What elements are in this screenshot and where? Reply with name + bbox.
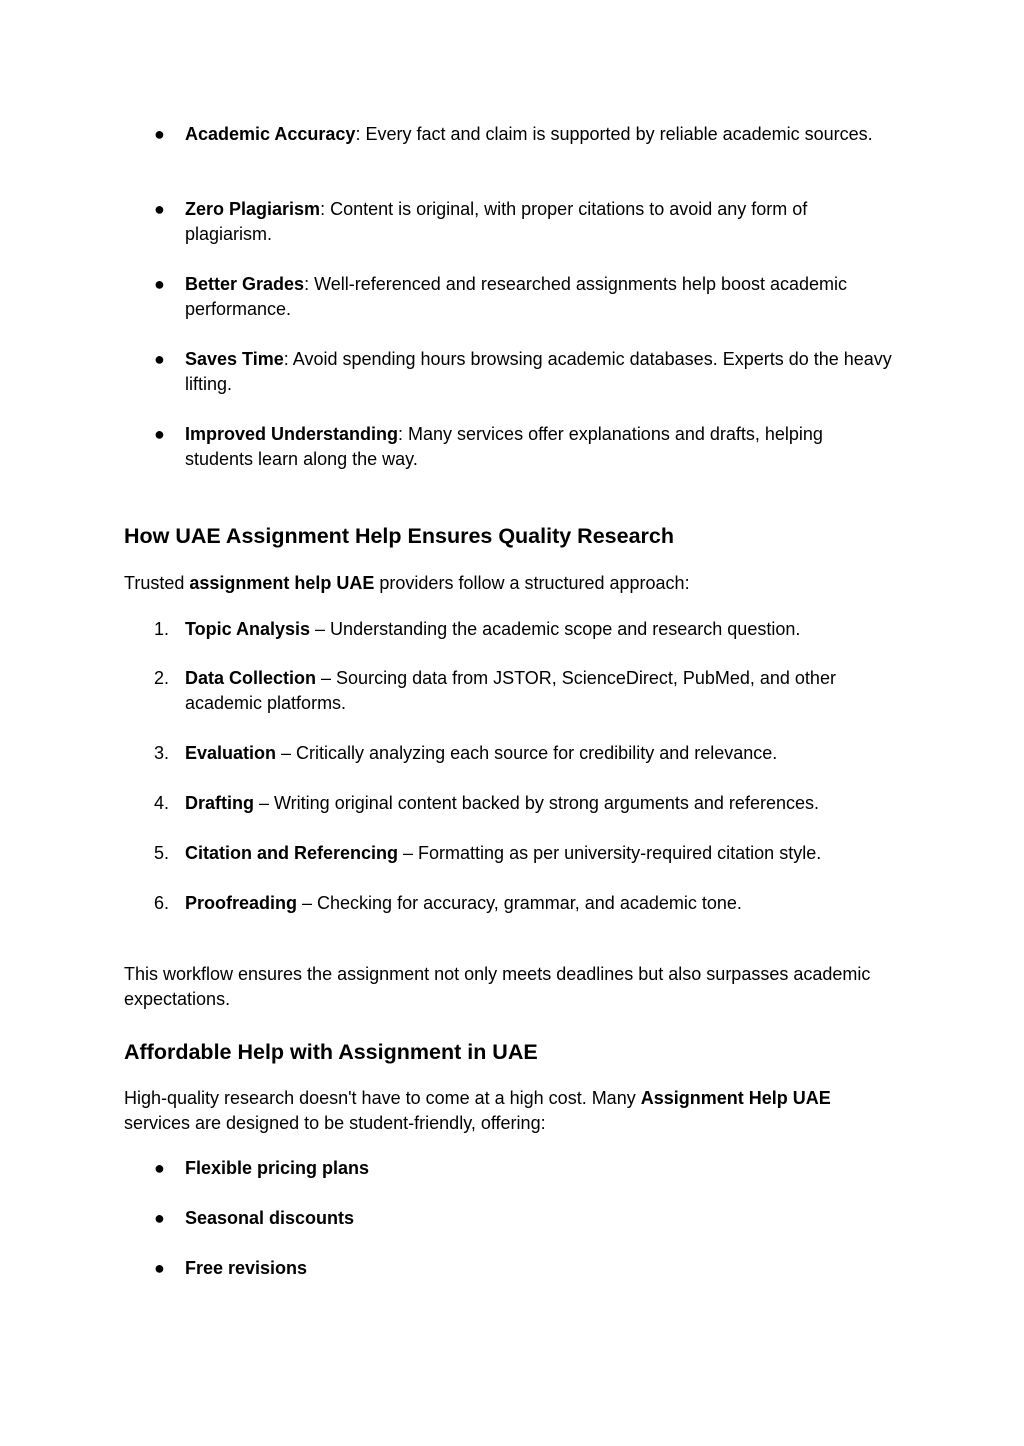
list-item-term: Seasonal discounts <box>185 1208 355 1228</box>
list-item-term: Free revisions <box>185 1258 308 1278</box>
item-term: Topic Analysis <box>185 619 311 639</box>
list-item-term: Academic Accuracy <box>185 124 356 144</box>
item-term: Citation and Referencing <box>185 843 399 863</box>
item-term: Evaluation <box>185 743 277 763</box>
bullet-icon: ● <box>154 1208 165 1228</box>
item-text: – Critically analyzing each source for credibility and relevance. <box>276 743 778 763</box>
list-item-term: Flexible pricing plans <box>185 1158 370 1178</box>
bullet-icon: ● <box>154 1158 165 1178</box>
list-item-term: Zero Plagiarism <box>185 199 321 219</box>
bullet-icon: ● <box>154 1258 165 1278</box>
section-heading: Affordable Help with Assignment in UAE <box>124 1040 538 1064</box>
item-number: 6. <box>154 893 170 913</box>
item-text: – Understanding the academic scope and research question. <box>310 619 801 639</box>
bullet-icon: ● <box>154 424 165 444</box>
list-item-text: : Many services offer explanations and drafts, helping students learn along the way. <box>185 424 823 469</box>
item-text: – Checking for accuracy, grammar, and academic tone. <box>297 893 742 913</box>
bullet-icon: ● <box>154 199 165 219</box>
list-item-text: : Avoid spending hours browsing academic databases. Experts do the heavy lifting. <box>185 349 892 394</box>
item-text: – Sourcing data from JSTOR, ScienceDirect, PubMed, and other academic platforms. <box>185 668 836 713</box>
item-term: Proofreading <box>185 893 298 913</box>
list-item-term: Saves Time <box>185 349 284 369</box>
item-number: 2. <box>154 668 170 688</box>
list-item-term: Better Grades <box>185 274 305 294</box>
list-item-text: : Every fact and claim is supported by reliable academic sources. <box>355 124 873 144</box>
item-term: Data Collection <box>185 668 317 688</box>
list-item-text: : Content is original, with proper citations to avoid any form of plagiarism. <box>185 199 808 244</box>
item-term: Drafting <box>185 793 254 813</box>
section-closing: This workflow ensures the assignment not only meets deadlines but also surpasses academic expectations. <box>124 964 871 1009</box>
item-number: 5. <box>154 843 170 863</box>
item-number: 4. <box>154 793 170 813</box>
section-intro: High-quality research doesn't have to come at a high cost. Many Assignment Help UAE services are designed to be student-friendly, offering: <box>124 1088 831 1133</box>
section-intro: Trusted assignment help UAE providers follow a structured approach: <box>124 573 690 593</box>
item-text: – Writing original content backed by strong arguments and references. <box>254 793 819 813</box>
bullet-icon: ● <box>154 349 165 369</box>
bullet-icon: ● <box>154 274 165 294</box>
list-item-term: Improved Understanding <box>185 424 399 444</box>
bullet-icon: ● <box>154 124 165 144</box>
item-number: 1. <box>154 619 170 639</box>
item-text: – Formatting as per university-required citation style. <box>398 843 822 863</box>
list-item-text: : Well-referenced and researched assignments help boost academic performance. <box>185 274 848 319</box>
section-heading: How UAE Assignment Help Ensures Quality Research <box>124 524 674 548</box>
item-number: 3. <box>154 743 170 763</box>
